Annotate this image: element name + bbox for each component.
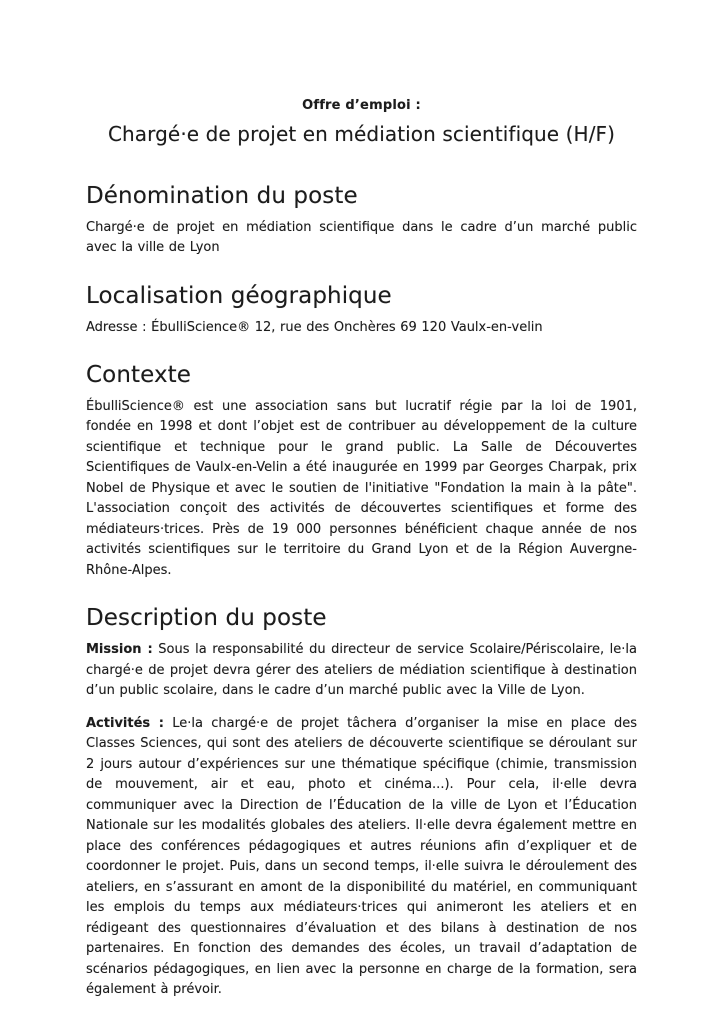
section-description-du-poste [86, 604, 637, 1000]
section-heading: Description du poste [86, 605, 327, 632]
section-heading: Localisation géographique [86, 282, 392, 309]
paragraph [86, 397, 637, 582]
document-title: Chargé·e de projet en médiation scientifique (H/F) [107, 122, 616, 146]
section-denomination-du-poste [86, 182, 637, 259]
paragraph [86, 218, 637, 259]
paragraph-text: Sous la responsabilité du directeur de service Scolaire/Périscolaire, le·la chargé·e de projet devra gérer des ateliers de médiation scientifique à destination d’un public scolaire, dans le cadre d’un marché public avec la Ville de Lyon. [86, 642, 637, 698]
section-localisation-geographique [86, 282, 637, 338]
section-heading: Contexte [86, 362, 192, 388]
document-kicker: Offre d’emploi : [302, 98, 421, 113]
section-contexte [86, 361, 637, 581]
section-heading: Dénomination du poste [86, 183, 358, 209]
paragraph-text: Le·la chargé·e de projet tâchera d’organiser la mise en place des Classes Sciences, qui sont des ateliers de découverte scientifique se déroulant sur 2 jours autour d’expériences sur une thématique spécifique (chimie, transmission de mouvement, air et eau, photo et cinéma...). Pour cela, il·elle devra communiquer avec la Direction de l’Éducation de la ville de Lyon et l’Éducation Nationale sur les modalités globales des ateliers. Il·elle devra également mettre en place des conférences pédagogiques et autres réunions afin d’expliquer et de coordonner le projet. Puis, dans un second temps, il·elle suivra le déroulement des ateliers, en s’assurant en amont de la disponibilité du matériel, en communiquant les emplois du temps aux médiateurs·trices qui animeront les ateliers et en rédigeant des questionnaires d’évaluation et des bilans à destination de nos partenaires. En fonction des demandes des écoles, un travail d’adaptation de scénarios pédagogiques, en lien avec la personne en charge de la formation, sera également à prévoir. [86, 715, 637, 997]
paragraph [86, 318, 637, 339]
paragraph-mission [86, 640, 637, 702]
paragraph-text: ÉbulliScience® est une association sans but lucratif régie par la loi de 1901, fondée en 1998 et dont l’objet est de contribuer au développement de la culture scientifique et technique pour le grand public. La Salle de Découvertes Scientifiques de Vaulx-en-Velin a été inaugurée en 1999 par Georges Charpak, prix Nobel de Physique et avec le soutien de l'initiative "Fondation la main à la pâte". L'association conçoit des activités de découvertes scientifiques et forme des médiateurs·trices. Près de 19 000 personnes bénéficient chaque année de nos activités scientifiques sur le territoire du Grand Lyon et de la Région Auvergne-Rhône-Alpes. [86, 398, 637, 578]
paragraph-text: Chargé·e de projet en médiation scientifique dans le cadre d’un marché public avec la ville de Lyon [86, 219, 637, 256]
paragraph-text: Adresse : ÉbulliScience® 12, rue des Onchères 69 120 Vaulx-en-velin [86, 319, 543, 335]
paragraph-label: Mission : [86, 642, 153, 657]
paragraph-activites [86, 714, 637, 1001]
paragraph-label: Activités : [86, 715, 164, 731]
